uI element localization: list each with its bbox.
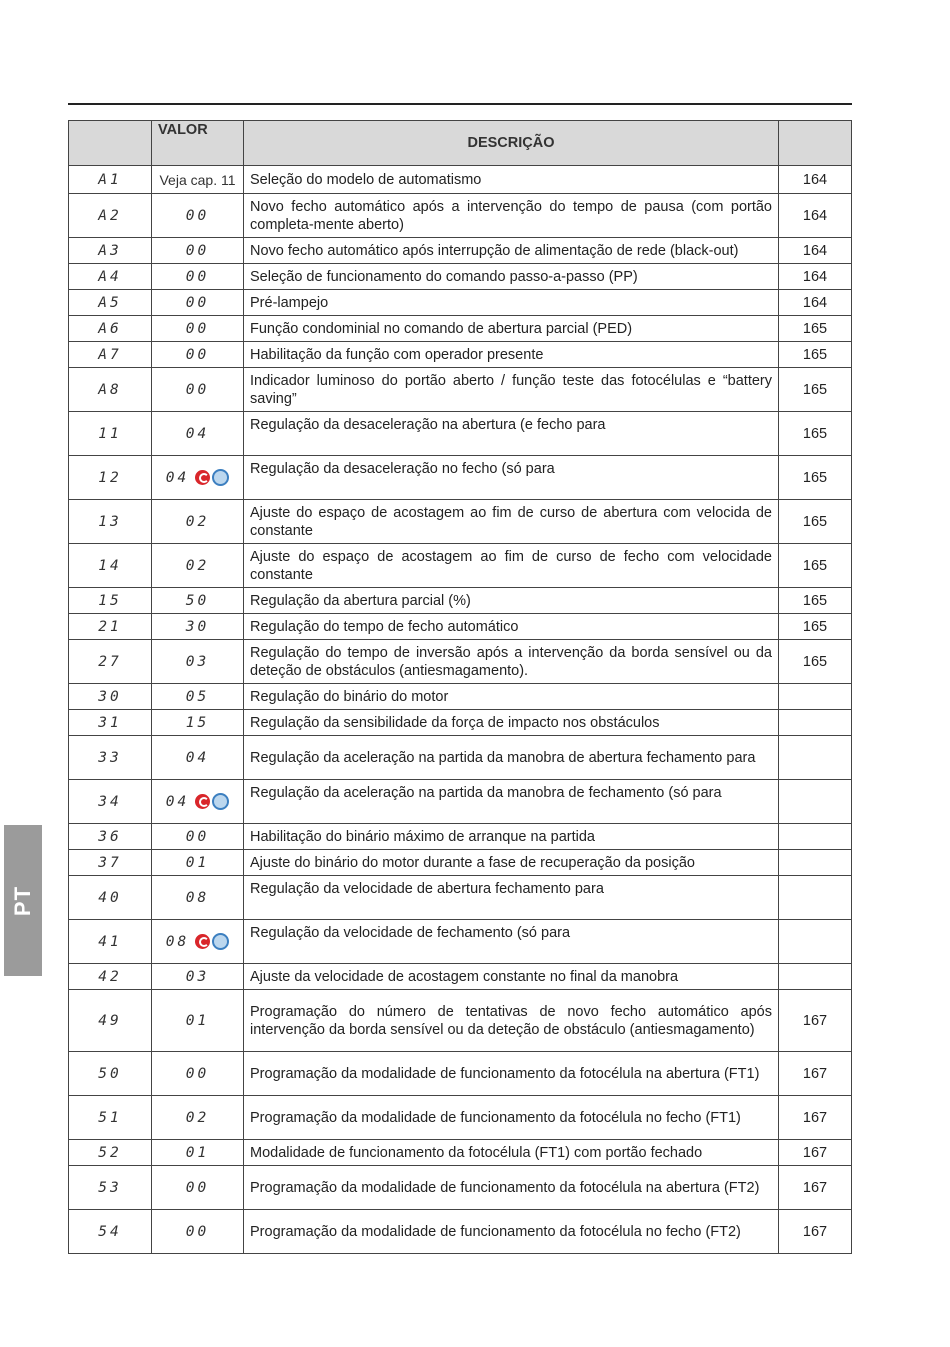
value-text: 04 (165, 793, 190, 810)
parameter-page: 167 (779, 1210, 852, 1254)
parameter-value: 00 (152, 824, 244, 850)
parameter-page (779, 824, 852, 850)
parameter-code: 52 (69, 1140, 152, 1166)
parameter-description: Novo fecho automático após a intervenção do tempo de pausa (com portão completa-mente aberto) (244, 194, 779, 238)
parameter-description: Novo fecho automático após interrupção de alimentação de rede (black-out) (244, 238, 779, 264)
speed-red-icon (195, 934, 210, 949)
speed-blue-icon (212, 933, 229, 950)
parameter-value: 00 (152, 316, 244, 342)
parameter-page: 165 (779, 412, 852, 456)
table-header-row (69, 121, 852, 166)
speed-red-icon (195, 470, 210, 485)
parameter-page: 165 (779, 456, 852, 500)
parameter-description: Seleção do modelo de automatismo (244, 166, 779, 194)
parameter-code: 11 (69, 412, 152, 456)
parameter-value (152, 920, 244, 964)
table-row (69, 640, 852, 684)
parameter-page: 167 (779, 1052, 852, 1096)
value-text: 04 (165, 469, 190, 486)
table-row (69, 368, 852, 412)
parameter-description: Regulação da velocidade de fechamento (só para (244, 920, 779, 964)
table-row (69, 736, 852, 780)
parameter-code: 36 (69, 824, 152, 850)
parameter-code: A8 (69, 368, 152, 412)
parameter-description: Programação da modalidade de funcionamento da fotocélula na abertura (FT1) (244, 1052, 779, 1096)
parameter-code: 33 (69, 736, 152, 780)
header-code (69, 121, 152, 166)
parameter-value: 00 (152, 342, 244, 368)
parameter-description: Regulação da aceleração na partida da manobra de fechamento (só para (244, 780, 779, 824)
parameter-code: A4 (69, 264, 152, 290)
parameter-value: 00 (152, 1052, 244, 1096)
table-row (69, 876, 852, 920)
parameter-page: 165 (779, 368, 852, 412)
table-row (69, 316, 852, 342)
value-with-icons (166, 793, 229, 811)
parameter-value: 15 (152, 710, 244, 736)
parameter-value: 08 (152, 876, 244, 920)
parameter-code: 50 (69, 1052, 152, 1096)
parameter-page (779, 710, 852, 736)
table-row (69, 1096, 852, 1140)
parameter-value: 00 (152, 1166, 244, 1210)
parameter-description: Ajuste do binário do motor durante a fase de recuperação da posição (244, 850, 779, 876)
parameter-value: 50 (152, 588, 244, 614)
parameter-page: 164 (779, 238, 852, 264)
value-with-icons (166, 469, 229, 487)
parameter-page: 167 (779, 990, 852, 1052)
parameter-value: 01 (152, 850, 244, 876)
parameter-description: Regulação da velocidade de abertura fechamento para (244, 876, 779, 920)
parameter-description: Seleção de funcionamento do comando passo-a-passo (PP) (244, 264, 779, 290)
parameter-code: A3 (69, 238, 152, 264)
parameter-value: 03 (152, 640, 244, 684)
parameter-page: 165 (779, 342, 852, 368)
parameter-description: Regulação da desaceleração na abertura (e fecho para (244, 412, 779, 456)
parameter-page: 167 (779, 1140, 852, 1166)
parameter-code: 40 (69, 876, 152, 920)
parameter-description: Regulação do tempo de inversão após a intervenção da borda sensível ou da deteção de obstáculos (antiesmagamento). (244, 640, 779, 684)
header-value: VALOR (152, 121, 244, 166)
parameter-code: 34 (69, 780, 152, 824)
header-page (779, 121, 852, 166)
language-tab-label: PT (10, 885, 35, 916)
table-row (69, 850, 852, 876)
table-row (69, 824, 852, 850)
parameter-code: A2 (69, 194, 152, 238)
parameter-page: 165 (779, 640, 852, 684)
parameter-description: Habilitação do binário máximo de arranque na partida (244, 824, 779, 850)
parameter-code: 51 (69, 1096, 152, 1140)
parameter-description: Programação da modalidade de funcionamento da fotocélula no fecho (FT2) (244, 1210, 779, 1254)
table-row (69, 920, 852, 964)
value-with-icons (166, 933, 229, 951)
parameter-description: Indicador luminoso do portão aberto / função teste das fotocélulas e “battery saving” (244, 368, 779, 412)
parameter-description: Ajuste da velocidade de acostagem constante no final da manobra (244, 964, 779, 990)
parameter-code: A6 (69, 316, 152, 342)
speed-blue-icon (212, 793, 229, 810)
table-row (69, 456, 852, 500)
parameter-page: 164 (779, 290, 852, 316)
parameter-description: Função condominial no comando de abertura parcial (PED) (244, 316, 779, 342)
table-row (69, 290, 852, 316)
parameter-value: 02 (152, 544, 244, 588)
table-row (69, 780, 852, 824)
table-row (69, 544, 852, 588)
table-row (69, 264, 852, 290)
parameter-code: 15 (69, 588, 152, 614)
parameter-value: 03 (152, 964, 244, 990)
parameter-code: 54 (69, 1210, 152, 1254)
table-row (69, 238, 852, 264)
parameters-table (68, 120, 852, 1254)
parameter-page (779, 850, 852, 876)
table-row (69, 990, 852, 1052)
parameter-page: 165 (779, 500, 852, 544)
table-row (69, 614, 852, 640)
parameter-description: Programação do número de tentativas de novo fecho automático após intervenção da borda sensível ou da deteção de obstáculo (antiesmagamento) (244, 990, 779, 1052)
parameter-page: 165 (779, 588, 852, 614)
parameter-description: Regulação da abertura parcial (%) (244, 588, 779, 614)
parameter-code: 37 (69, 850, 152, 876)
table-row (69, 684, 852, 710)
parameter-page (779, 920, 852, 964)
parameter-page: 167 (779, 1096, 852, 1140)
parameter-description: Regulação da aceleração na partida da manobra de abertura fechamento para (244, 736, 779, 780)
parameter-value: 05 (152, 684, 244, 710)
parameter-description: Regulação da desaceleração no fecho (só para (244, 456, 779, 500)
parameter-value: 01 (152, 1140, 244, 1166)
parameter-page: 165 (779, 316, 852, 342)
speed-blue-icon (212, 469, 229, 486)
parameter-value: 00 (152, 264, 244, 290)
parameter-value: 00 (152, 1210, 244, 1254)
parameter-code: A5 (69, 290, 152, 316)
top-rule (68, 103, 852, 105)
parameter-value: 04 (152, 736, 244, 780)
parameter-value: 01 (152, 990, 244, 1052)
parameter-page (779, 684, 852, 710)
header-description: DESCRIÇÃO (244, 121, 779, 166)
parameter-page: 167 (779, 1166, 852, 1210)
parameter-value: 04 (152, 412, 244, 456)
table-row (69, 1166, 852, 1210)
parameter-value: 00 (152, 194, 244, 238)
table-row (69, 166, 852, 194)
parameter-page (779, 876, 852, 920)
parameter-code: 42 (69, 964, 152, 990)
parameter-description: Programação da modalidade de funcionamento da fotocélula no fecho (FT1) (244, 1096, 779, 1140)
parameter-value: 00 (152, 368, 244, 412)
table-row (69, 412, 852, 456)
parameter-page (779, 964, 852, 990)
parameter-value: 00 (152, 238, 244, 264)
language-tab (4, 825, 42, 976)
parameter-page: 164 (779, 194, 852, 238)
value-text: 08 (165, 933, 190, 950)
table-row (69, 194, 852, 238)
parameter-description: Programação da modalidade de funcionamento da fotocélula na abertura (FT2) (244, 1166, 779, 1210)
parameter-code: 21 (69, 614, 152, 640)
table-row (69, 1052, 852, 1096)
table-row (69, 1210, 852, 1254)
table-row (69, 342, 852, 368)
table-row (69, 1140, 852, 1166)
parameter-value: 00 (152, 290, 244, 316)
parameter-page (779, 736, 852, 780)
parameter-description: Regulação do binário do motor (244, 684, 779, 710)
parameter-code: 53 (69, 1166, 152, 1210)
parameter-value (152, 456, 244, 500)
parameter-code: 27 (69, 640, 152, 684)
parameter-description: Habilitação da função com operador presente (244, 342, 779, 368)
table-row (69, 710, 852, 736)
parameter-description: Modalidade de funcionamento da fotocélula (FT1) com portão fechado (244, 1140, 779, 1166)
parameter-description: Ajuste do espaço de acostagem ao fim de curso de abertura com velocida de constante (244, 500, 779, 544)
parameter-code: A7 (69, 342, 152, 368)
speed-red-icon (195, 794, 210, 809)
parameter-code: 49 (69, 990, 152, 1052)
table-row (69, 588, 852, 614)
parameter-code: 13 (69, 500, 152, 544)
parameter-value (152, 780, 244, 824)
parameter-code: 14 (69, 544, 152, 588)
parameter-value: 02 (152, 1096, 244, 1140)
parameter-description: Regulação do tempo de fecho automático (244, 614, 779, 640)
parameter-code: A1 (69, 166, 152, 194)
parameter-page (779, 780, 852, 824)
parameter-value: Veja cap. 11 (152, 166, 244, 194)
parameter-page: 164 (779, 166, 852, 194)
parameter-description: Regulação da sensibilidade da força de impacto nos obstáculos (244, 710, 779, 736)
parameter-code: 30 (69, 684, 152, 710)
parameter-code: 41 (69, 920, 152, 964)
parameter-page: 164 (779, 264, 852, 290)
parameter-page: 165 (779, 544, 852, 588)
parameter-code: 31 (69, 710, 152, 736)
parameter-code: 12 (69, 456, 152, 500)
table-row (69, 964, 852, 990)
parameter-value: 30 (152, 614, 244, 640)
parameter-value: 02 (152, 500, 244, 544)
parameter-description: Ajuste do espaço de acostagem ao fim de curso de fecho com velocidade constante (244, 544, 779, 588)
table-row (69, 500, 852, 544)
parameter-page: 165 (779, 614, 852, 640)
parameter-description: Pré-lampejo (244, 290, 779, 316)
